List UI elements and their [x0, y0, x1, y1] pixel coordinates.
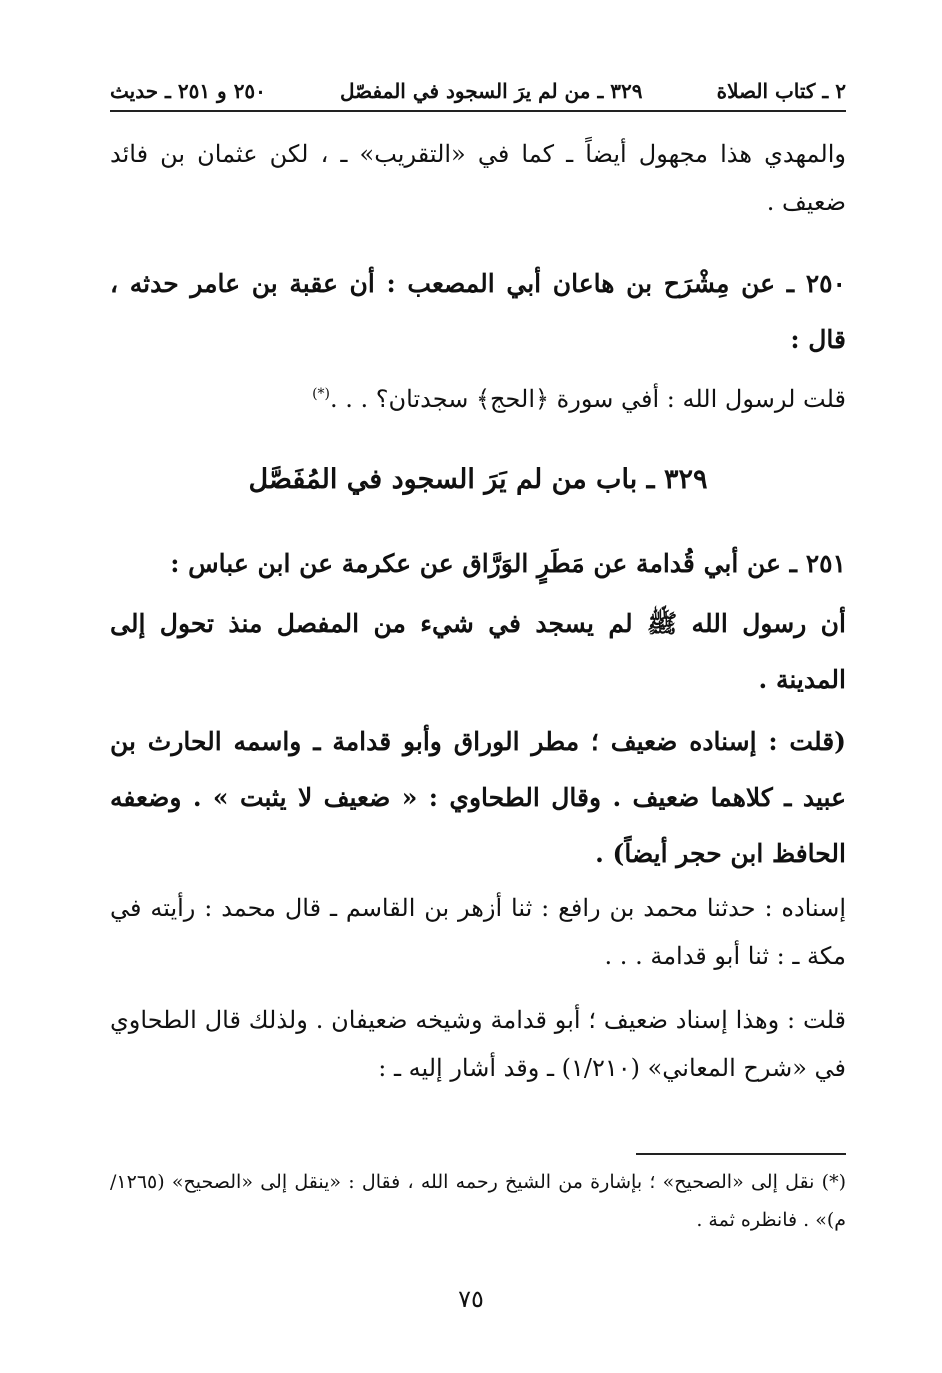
hadith-251-isnad: ٢٥١ ـ عن أبي قُدامة عن مَطَرٍ الوَرَّاق عن عكرمة عن ابن عباس :	[170, 549, 846, 578]
header-hadith-range: ٢٥٠ و ٢٥١ ـ حديث	[110, 79, 266, 103]
header-section: ٣٢٩ ـ من لم يرَ السجود في المفصّل	[340, 79, 643, 103]
hadith-250-isnad: ٢٥٠ ـ عن مِشْرَح بن هاعان أبي المصعب : أن عقبة بن عامر حدثه ، قال :	[110, 269, 846, 354]
hadith-250-matn: قلت لرسول الله : أفي سورة ﴿الحج﴾ سجدتان؟ . . .	[330, 385, 846, 413]
hadith-251-text: أن رسول الله ﷺ لم يسجد في شيء من المفصل منذ تحول إلى المدينة .	[110, 609, 846, 694]
hadith-250-text	[110, 370, 846, 423]
chapter-heading: ٣٢٩ ـ باب من لم يَرَ السجود في المُفَصَّل	[248, 464, 708, 495]
commentary-paragraph: قلت : وهذا إسناد ضعيف ؛ أبو قدامة وشيخه ضعيفان . ولذلك قال الطحاوي في «شرح المعاني» (١/٢١٠) ـ وقد أشار إليه ـ :	[110, 1006, 846, 1082]
page-number: ٧٥	[458, 1285, 484, 1313]
header-chapter: ٢ ـ كتاب الصلاة	[716, 79, 846, 103]
isnad-paragraph: إسناده : حدثنا محمد بن رافع : ثنا أزهر بن القاسم ـ قال محمد : رأيته في مكة ـ : ثنا أبو قدامة . . .	[110, 894, 846, 970]
footnote-separator	[636, 1153, 846, 1155]
running-header	[110, 72, 846, 112]
footnote-marker: (*)	[312, 386, 330, 402]
paragraph-mahdi-note: والمهدي هذا مجهول أيضاً ـ كما في «التقريب» ـ ، لكن عثمان بن فائد ضعيف .	[110, 140, 847, 216]
footnote: (*) نقل إلى «الصحيح» ؛ بإشارة من الشيخ رحمه الله ، فقال : «ينقل إلى «الصحيح» (١٢٦٥/م)» . فانظره ثمة .	[110, 1171, 846, 1231]
grading-note: (قلت : إسناده ضعيف ؛ مطر الوراق وأبو قدامة ـ واسمه الحارث بن عبيد ـ كلاهما ضعيف . وقال الطحاوي : « ضعيف لا يثبت » . وضعفه الحافظ ابن حجر أيضاً) .	[110, 727, 846, 868]
